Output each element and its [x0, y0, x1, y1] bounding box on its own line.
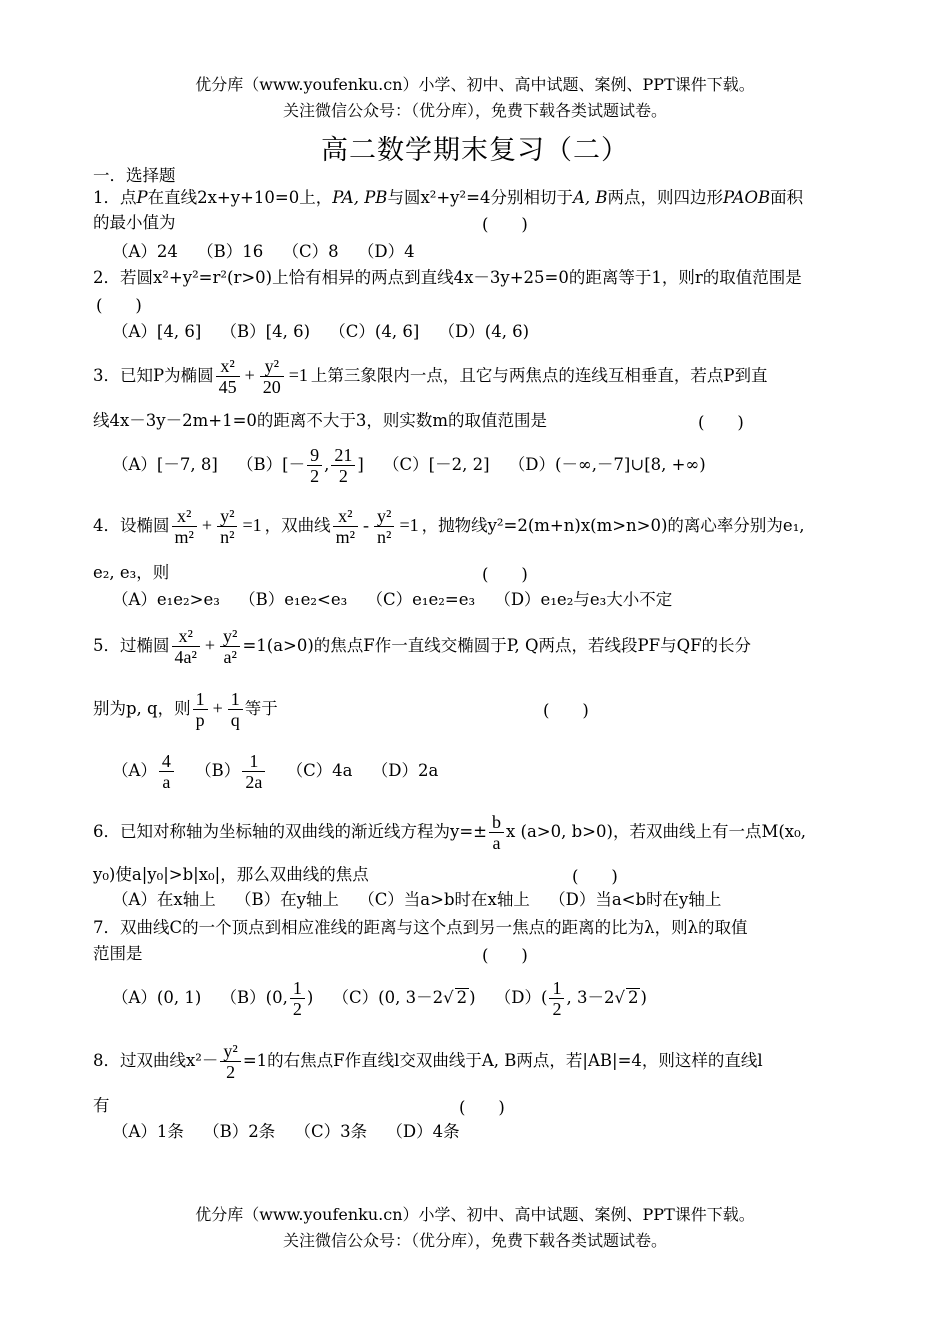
q8-option-a: （A）1条 — [112, 1122, 184, 1141]
q2-answer-paren: ( ) — [96, 296, 142, 315]
q7-line-1: 7．双曲线C的一个顶点到相应准线的距离与这个点到另一焦点的距离的比为λ，则λ的取值 — [93, 918, 748, 937]
q7-option-d: （D）( $\frac{1}{2}$ , 3－2√ 2 ) — [494, 978, 647, 1019]
header-line-1: 优分库（www.youfenku.cn）小学、初中、高中试题、案例、PPT课件下载。 — [195, 75, 755, 94]
q3-frac-x: $\frac{\text{x²}}{45}$ — [216, 356, 240, 397]
q5-option-b: （B） $\frac{1}{2a}$ — [195, 761, 267, 780]
q3-line-1: 3．已知P为椭圆 $\frac{\text{x²}}{45}$ + $\frac{\text{y²}}{20}$ =1 上第三象限内一点，且它与两焦点的连线互相垂直，若点P到直 — [93, 356, 768, 397]
section-heading: 一．选择题 — [93, 166, 176, 185]
footer-line-2: 关注微信公众号：（优分库），免费下载各类试题试卷。 — [282, 1231, 667, 1250]
q6-option-d: （D）当a<b时在y轴上 — [549, 890, 722, 909]
q1-option-a: （A）24 — [112, 242, 178, 261]
q7-option-a: （A）(0, 1) — [112, 988, 202, 1007]
q6-option-a: （A）在x轴上 — [112, 890, 216, 909]
q3-option-a: （A）[－7, 8] — [112, 455, 218, 474]
page-title: 高二数学期末复习（二） — [321, 135, 629, 166]
q7-option-c: （C）(0, 3－2√ 2 ) — [332, 988, 476, 1007]
q4-line-1: 4．设椭圆 $\frac{\text{x²}}{\text{m²}}$ + $\frac{\text{y²}}{\text{n²}}$ =1 ，双曲线 $\frac{\text{x²}}{\text{m²}}$ - $\frac{\text{y²}}{\text{n²}}$ =1 ，抛物线y²=2(m+n)x(m>n>0)的离心率分别为e₁, — [93, 506, 805, 547]
q4-option-b: （B）e₁e₂<e₃ — [239, 590, 348, 609]
q8-option-c: （C）3条 — [294, 1122, 368, 1141]
q2-option-a: （A）[4, 6] — [112, 322, 202, 341]
q5-options — [112, 746, 882, 796]
q2-option-c: （C）(4, 6] — [329, 322, 420, 341]
q8-options — [112, 1120, 882, 1144]
q5-line-2: 别为p, q，则 $\frac{1}{p}$ + $\frac{1}{q}$ 等于 — [93, 689, 278, 730]
q1-line-2: 的最小值为 — [93, 213, 176, 232]
q1-options — [112, 240, 882, 264]
q4-option-d: （D）e₁e₂与e₃大小不定 — [494, 590, 673, 609]
q2-option-b: （B）[4, 6) — [220, 322, 311, 341]
q3-line-2: 线4x－3y－2m+1=0的距离不大于3，则实数m的取值范围是 — [93, 411, 548, 430]
q6-option-b: （B）在y轴上 — [234, 890, 339, 909]
q4-answer-paren: ( ) — [482, 565, 528, 584]
q2-option-d: （D）(4, 6) — [438, 322, 530, 341]
q6-line-2: y₀)使a|y₀|>b|x₀|，那么双曲线的焦点 — [93, 865, 369, 884]
footer-line-1: 优分库（www.youfenku.cn）小学、初中、高中试题、案例、PPT课件下载。 — [195, 1205, 755, 1224]
q2-options — [112, 320, 882, 344]
q3-option-c: （C）[－2, 2] — [383, 455, 490, 474]
q8-option-b: （B）2条 — [203, 1122, 276, 1141]
q1-option-c: （C）8 — [282, 242, 339, 261]
q6-line-1: 6．已知对称轴为坐标轴的双曲线的渐近线方程为y=± $\frac{b}{a}$ x (a>0, b>0)，若双曲线上有一点M(x₀, — [93, 812, 806, 853]
q4-options — [112, 588, 882, 612]
header-line-2: 关注微信公众号：（优分库），免费下载各类试题试卷。 — [282, 101, 667, 120]
q5-option-c: （C）4a — [286, 761, 353, 780]
q5-answer-paren: ( ) — [543, 701, 589, 720]
q3-option-d: （D）(－∞,－7]∪[8, +∞) — [508, 455, 706, 474]
q8-line-2: 有 — [93, 1096, 110, 1115]
q5-option-d: （D）2a — [371, 761, 439, 780]
q1-line-1: 1．点P在直线2x+y+10=0上，PA, PB与圆x²+y²=4分别相切于A, B两点，则四边形PAOB面积 — [93, 188, 804, 207]
q3-answer-paren: ( ) — [698, 413, 744, 432]
q5-option-a: （A） $\frac{4}{a}$ — [112, 761, 176, 780]
q4-option-c: （C）e₁e₂=e₃ — [366, 590, 476, 609]
q4-option-a: （A）e₁e₂>e₃ — [112, 590, 220, 609]
q1-option-d: （D）4 — [357, 242, 415, 261]
q8-line-1: 8．过双曲线x²－ $\frac{\text{y²}}{2}$ =1的右焦点F作直线l交双曲线于A, B两点，若|AB|=4，则这样的直线l — [93, 1041, 763, 1082]
q6-options — [112, 888, 882, 912]
q3-frac-y: $\frac{\text{y²}}{20}$ — [260, 356, 284, 397]
q4-line-2: e₂, e₃，则 — [93, 563, 170, 582]
q7-option-b: （B）(0, $\frac{1}{2}$ ) — [220, 978, 314, 1019]
q8-answer-paren: ( ) — [459, 1098, 505, 1117]
q5-line-1: 5．过椭圆 $\frac{\text{x²}}{\text{4a²}}$ + $\frac{\text{y²}}{\text{a²}}$ =1(a>0)的焦点F作一直线交椭圆于P, Q两点，若线段PF与QF的长分 — [93, 626, 752, 667]
q6-answer-paren: ( ) — [572, 867, 618, 886]
q7-line-2: 范围是 — [93, 944, 143, 963]
q1-option-b: （B）16 — [197, 242, 264, 261]
q8-option-d: （D）4条 — [386, 1122, 460, 1141]
q3-options — [112, 442, 882, 488]
q6-option-c: （C）当a>b时在x轴上 — [358, 890, 530, 909]
q7-options — [112, 974, 882, 1022]
q2-line-1: 2．若圆x²+y²=r²(r>0)上恰有相异的两点到直线4x－3y+25=0的距离等于1，则r的取值范围是 — [93, 268, 802, 287]
q7-answer-paren: ( ) — [482, 946, 528, 965]
q3-option-b: （B）[－ $\frac{9}{2}$ , $\frac{21}{2}$ ] — [237, 445, 364, 486]
q1-answer-paren: ( ) — [482, 215, 528, 234]
